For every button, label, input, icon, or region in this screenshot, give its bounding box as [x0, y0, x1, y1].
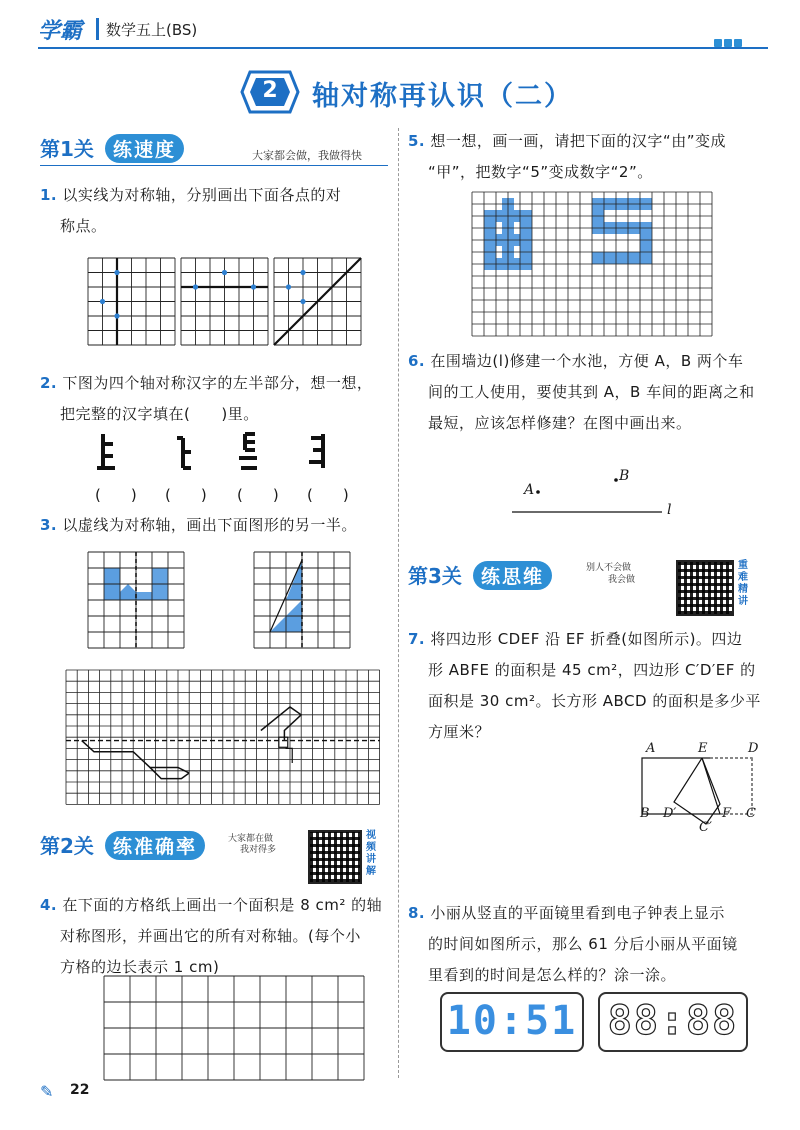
q4-text: 4. 在下面的方格纸上画出一个面积是 8 cm² 的轴 对称图形，并画出它的所有对称轴。(每个小 方格的边长表示 1 cm)	[40, 896, 383, 976]
q2-blank-1[interactable]: ( )	[95, 486, 137, 504]
q1-point	[286, 284, 291, 289]
q5-grid[interactable]	[472, 192, 720, 338]
section3-pill: 练思维	[473, 561, 552, 590]
section3-note: 别人不会做 我会做	[586, 563, 636, 585]
q8-text: 8. 小丽从竖直的平面镜里看到电子钟表上显示 的时间如图所示，那么 61 分后小丽从平面镜 里看到的时间是怎么样的？涂一涂。	[408, 904, 738, 984]
header-rule	[38, 47, 768, 49]
q1-point	[222, 270, 227, 275]
clock-answer-digits[interactable]: 88:88	[607, 998, 739, 1044]
clock-digits: 10:51	[446, 998, 578, 1044]
q1-grids	[88, 258, 378, 348]
section3-qr-side: 重难精讲	[738, 560, 748, 607]
q2-half-chars	[95, 432, 355, 472]
q2-blank-4[interactable]: ( )	[307, 486, 349, 504]
lesson-heading	[240, 70, 580, 114]
section1-underline	[40, 165, 388, 166]
point-b	[614, 478, 618, 482]
lesson-title: 轴对称再认识（二）	[312, 81, 573, 112]
q1-point	[114, 313, 119, 318]
q5-text: 5. 想一想，画一画，请把下面的汉字“由”变成 “甲”，把数字“5”变成数字“2”。	[408, 132, 726, 181]
q1-point	[251, 284, 256, 289]
section2-pill: 练准确率	[105, 831, 205, 860]
q1-point	[193, 284, 198, 289]
q1-point	[300, 299, 305, 304]
section2-note: 大家都在做 我对得多	[228, 834, 277, 855]
q2-blank-3[interactable]: ( )	[237, 486, 279, 504]
q3-figure-2	[254, 552, 364, 662]
section2-label: 第2关	[40, 834, 94, 858]
header	[38, 14, 768, 50]
book-title: 数学五上(BS)	[106, 21, 198, 39]
q6-diagram[interactable]	[510, 466, 710, 526]
q6-text: 6. 在围墙边(l)修建一个水池，方便 A，B 两个车 间的工人使用，要使其到 A，B 车间的距离之和 最短，应该怎样修建？在图中画出来。	[408, 352, 755, 432]
section1-pill: 练速度	[105, 134, 184, 163]
section3-heading	[408, 560, 768, 620]
section3-label: 第3关	[408, 564, 462, 588]
qr-code-icon[interactable]	[676, 560, 734, 616]
point-a	[536, 490, 540, 494]
clock-answer[interactable]	[598, 992, 748, 1052]
section2-heading	[40, 830, 390, 890]
q3-text: 3. 以虚线为对称轴，画出下面图形的另一半。	[40, 516, 357, 534]
clock-display	[440, 992, 584, 1052]
q1-point	[100, 299, 105, 304]
q3-figure-1	[88, 552, 184, 662]
q1-point	[300, 270, 305, 275]
q6-label-a: A	[524, 482, 535, 498]
q6-label-b: B	[619, 468, 630, 484]
section1-note: 大家都会做，我做得快	[252, 149, 362, 162]
q2-text: 2. 下图为四个轴对称汉字的左半部分，想一想， 把完整的汉字填在( )里。	[40, 374, 373, 423]
page-number: 22	[70, 1082, 90, 1098]
q4-grid[interactable]	[104, 976, 374, 1076]
footer	[40, 1080, 140, 1104]
q6-label-l: l	[667, 502, 672, 518]
header-dots-icon	[714, 32, 742, 51]
q2-blank-2[interactable]: ( )	[165, 486, 207, 504]
brand-logo: 学霸	[38, 19, 83, 44]
section1-label: 第1关	[40, 137, 94, 161]
qr-code-icon[interactable]	[308, 830, 362, 884]
section1-heading	[40, 133, 390, 167]
q1-text: 1. 以实线为对称轴，分别画出下面各点的对 称点。	[40, 186, 342, 235]
q1-point	[114, 270, 119, 275]
q3-figure-3	[66, 670, 382, 808]
column-divider	[398, 128, 399, 1078]
brand-divider	[96, 18, 99, 40]
q7-text: 7. 将四边形 CDEF 沿 EF 折叠(如图所示)。四边 形 ABFE 的面积是 45 cm²，四边形 C′D′EF 的 面积是 30 cm²。长方形 ABCD 的面积是多少平 方厘米？	[408, 630, 761, 741]
lesson-number: 2	[262, 78, 278, 103]
pencil-icon: ✎	[40, 1082, 54, 1101]
section2-qr-side: 视频讲解	[366, 830, 376, 877]
